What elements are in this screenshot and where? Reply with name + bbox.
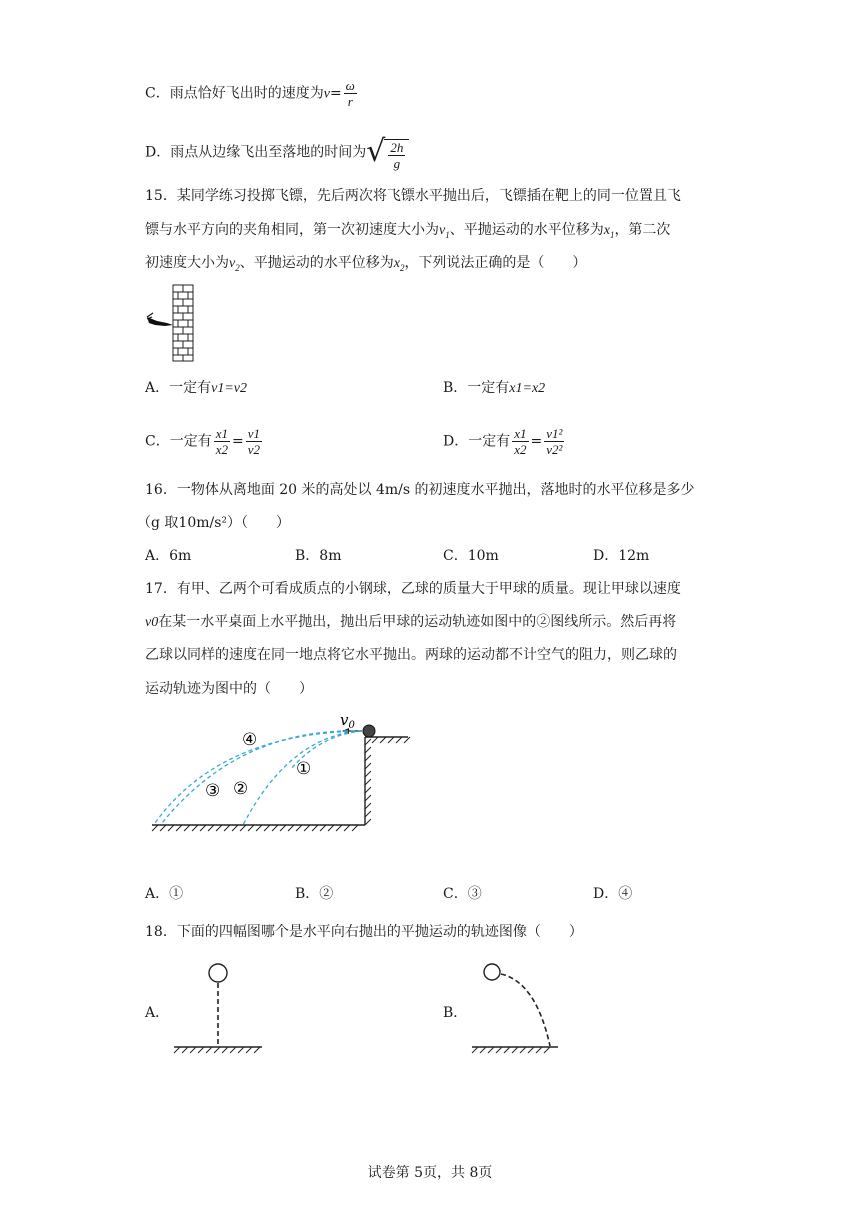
option-letter: A．: [145, 380, 170, 396]
question-number: 16．: [145, 482, 177, 498]
wall-hatching: [365, 739, 371, 825]
table-hatching: [372, 737, 410, 743]
dart-icon: [147, 313, 173, 326]
option-letter: D．: [145, 144, 171, 161]
v-ratio-fraction: [246, 426, 262, 457]
label-1: ①: [296, 759, 312, 779]
curved-trajectory: [501, 974, 550, 1046]
x-symbol: x: [603, 223, 610, 238]
q18-option-a-figure: [168, 960, 268, 1056]
ball-icon: [484, 964, 500, 980]
trajectory-4: [162, 731, 362, 823]
q17-line-2: [145, 612, 676, 633]
steel-ball: [363, 725, 375, 737]
fraction-numerator: x1: [514, 426, 527, 441]
fraction-numerator: v1²: [546, 426, 563, 441]
q15-option-b: [443, 378, 545, 399]
option-letter: C．: [443, 886, 468, 902]
q16-option-d: [593, 546, 649, 566]
question-text: ，第二次: [614, 222, 671, 238]
option-letter: B．: [443, 380, 468, 396]
omega-over-r-fraction: [344, 78, 357, 109]
option-text: ①: [169, 886, 184, 902]
v-squared-ratio-fraction: [544, 426, 564, 457]
q15-line-2: [145, 220, 670, 245]
question-text: （g 取10m/s²）（ ）: [137, 515, 291, 531]
page-footer: 试卷第 5页，共 8页: [367, 1165, 493, 1181]
question-text: 乙球以同样的速度在同一地点将它水平抛出。两球的运动都不计空气的阻力，则乙球的: [145, 647, 677, 663]
ground-hatching: [174, 1047, 260, 1053]
q18-option-a-letter: A．: [145, 1005, 170, 1021]
fraction-denominator: r: [347, 94, 353, 109]
option-text: ②: [319, 886, 334, 902]
fraction-numerator: x1: [215, 426, 228, 441]
question-number: 18．: [145, 924, 177, 940]
trajectory-figure: [140, 705, 420, 840]
q18-line-1: [145, 922, 583, 942]
option-text: 12m: [618, 548, 650, 564]
question-text: 下面的四幅图哪个是水平向右抛出的平抛运动的轨迹图像（ ）: [176, 924, 583, 940]
option-text: 一定有: [468, 433, 511, 450]
q17-line-1: [145, 579, 681, 599]
x-ratio-fraction: [214, 426, 230, 457]
option-letter: D．: [593, 886, 619, 902]
option-letter: D．: [443, 433, 469, 450]
brick-wall: [173, 285, 193, 361]
q18-option-b-figure: [466, 958, 566, 1056]
equals-sign: =: [329, 85, 342, 102]
question-text: 某同学练习投掷飞镖，先后两次将飞镖水平抛出后，飞镖插在靶上的同一位置且飞: [176, 188, 681, 204]
subscript: 2: [235, 262, 240, 273]
question-text: 有甲、乙两个可看成质点的小钢球，乙球的质量大于甲球的质量。现让甲球以速度: [176, 581, 681, 597]
fraction-denominator: x2: [514, 442, 527, 457]
question-text: 初速度大小为: [145, 255, 229, 271]
fraction-numerator: v1: [247, 426, 261, 441]
q15-line-3: [145, 253, 586, 278]
fraction-denominator: x2: [215, 442, 228, 457]
q17-option-c: [443, 884, 482, 904]
option-letter: C．: [443, 548, 468, 564]
question-text: 运动轨迹为图中的（ ）: [145, 681, 313, 697]
x-ratio-fraction: [512, 426, 528, 457]
label-4: ④: [242, 730, 258, 750]
q16-option-b: [295, 546, 341, 566]
label-2: ②: [233, 779, 249, 799]
subscript: 2: [399, 262, 405, 273]
question-text: 一物体从离地面 20 米的高处以 4m/s 的初速度水平抛出，落地时的水平位移是多少: [176, 482, 695, 498]
question-text: 镖与水平方向的夹角相同，第一次初速度大小为: [145, 222, 439, 238]
q15-option-a: [145, 378, 247, 399]
option-text: 10m: [467, 548, 499, 564]
q17-option-a: [145, 884, 183, 904]
q15-option-c: [145, 426, 264, 457]
q17-option-b: [295, 884, 333, 904]
question-text: 、平抛运动的水平位移为: [239, 255, 394, 271]
velocity-symbol: v: [323, 86, 330, 102]
q17-line-3: [145, 645, 677, 665]
q16-line-2: [137, 513, 290, 533]
question-number: 15．: [145, 188, 177, 204]
question-text: ，下列说法正确的是（ ）: [404, 255, 587, 271]
q18-option-b-letter: B．: [443, 1005, 468, 1021]
subscript: 1: [445, 229, 450, 240]
sqrt-expression: [366, 134, 409, 171]
option-text: ④: [618, 886, 633, 902]
option-letter: C．: [145, 433, 170, 450]
trajectories: [155, 731, 362, 825]
q16-line-1: [145, 480, 695, 500]
fraction-numerator: ω: [345, 78, 355, 93]
ground-hatching: [472, 1047, 550, 1053]
option-letter: B．: [295, 886, 320, 902]
option-text: ③: [467, 886, 482, 902]
option-text: 一定有: [169, 380, 212, 396]
fraction-numerator: 2h: [390, 140, 404, 155]
option-text: 雨点恰好飞出时的速度为: [169, 85, 324, 102]
x-symbol: x: [393, 256, 400, 271]
option-text: 一定有: [467, 380, 510, 396]
option-text: 一定有: [169, 433, 212, 450]
q15-line-1: [145, 186, 681, 206]
option-letter: A．: [145, 886, 170, 902]
v0-symbol: v0: [145, 615, 159, 630]
trajectory-3: [155, 731, 362, 823]
dart-wall-figure: [143, 283, 199, 363]
q17-option-d: [593, 884, 632, 904]
question-text: 、平抛运动的水平位移为: [449, 222, 604, 238]
q16-option-c: [443, 546, 499, 566]
q15-option-d: [443, 426, 566, 457]
option-letter: A．: [145, 548, 170, 564]
question-number: 17．: [145, 581, 177, 597]
equals-sign: =: [232, 433, 244, 450]
subscript: 1: [609, 229, 615, 240]
q14-option-c: [145, 78, 359, 109]
option-expression: x1=x2: [509, 381, 546, 396]
option-letter: C．: [145, 85, 170, 102]
option-text: 6m: [169, 548, 192, 564]
q16-option-a: [145, 546, 191, 566]
option-text: 雨点从边缘飞出至落地的时间为: [170, 144, 367, 161]
v0-label: $v_0$: [340, 711, 355, 731]
q14-option-d: [145, 134, 409, 171]
fraction-denominator: v2: [247, 442, 261, 457]
label-3: ③: [205, 781, 221, 801]
v-symbol: v: [439, 223, 446, 238]
v-symbol: v: [229, 256, 236, 271]
option-expression: v1=v2: [211, 381, 247, 396]
option-text: 8m: [319, 548, 342, 564]
option-letter: B．: [295, 548, 320, 564]
equals-sign: =: [530, 433, 543, 450]
radical-icon: √: [366, 134, 386, 169]
2h-over-g-fraction: [388, 140, 405, 171]
question-text: 在某一水平桌面上水平抛出，抛出后甲球的运动轨迹如图中的②图线所示。然后再将: [158, 614, 677, 630]
ball-icon: [209, 964, 227, 982]
fraction-denominator: v2²: [546, 442, 563, 457]
q17-line-4: [145, 679, 313, 699]
ground-hatching: [152, 825, 358, 831]
option-letter: D．: [593, 548, 619, 564]
fraction-denominator: g: [393, 156, 401, 171]
